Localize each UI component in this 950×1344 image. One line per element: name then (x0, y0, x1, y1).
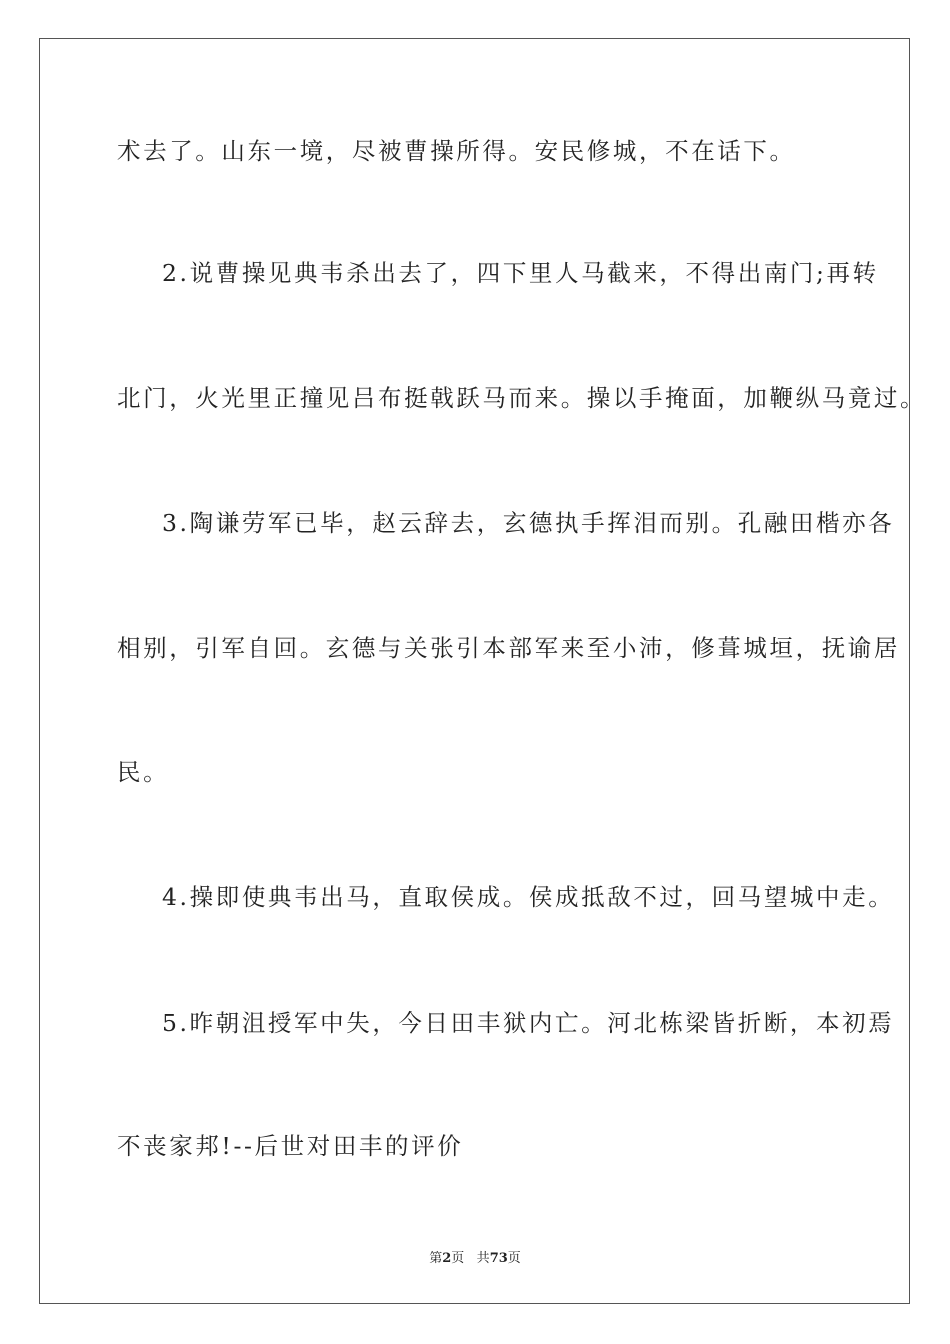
text-line-1: 术去了。山东一境，尽被曹操所得。安民修城，不在话下。 (117, 137, 796, 165)
text-line-5: 相别，引军自回。玄德与关张引本部军来至小沛，修葺城垣，抚谕居 (117, 634, 900, 662)
text-line-2: 2.说曹操见典韦杀出去了，四下里人马截来，不得出南门;再转 (162, 259, 879, 287)
total-pages: 73 (489, 1251, 508, 1266)
page-number: 2 (442, 1251, 452, 1266)
text-line-7: 4.操即使典韦出马，直取侯成。侯成抵敌不过，回马望城中走。 (162, 883, 895, 911)
page-suffix: 页 (451, 1251, 465, 1266)
page-prefix: 第 (429, 1251, 443, 1266)
text-line-8: 5.昨朝沮授军中失，今日田丰狱内亡。河北栋梁皆折断，本初焉 (162, 1009, 895, 1037)
text-line-4: 3.陶谦劳军已毕，赵云辞去，玄德执手挥泪而别。孔融田楷亦各 (162, 509, 895, 537)
text-line-9: 不丧家邦!--后世对田丰的评价 (117, 1132, 464, 1160)
text-line-6: 民。 (117, 758, 170, 786)
page-border (39, 38, 910, 1304)
total-suffix: 页 (507, 1251, 521, 1266)
total-prefix: 共 (476, 1251, 490, 1266)
page-footer (0, 1247, 950, 1266)
text-line-3: 北门，火光里正撞见吕布挺戟跃马而来。操以手掩面，加鞭纵马竟过。 (117, 384, 927, 412)
